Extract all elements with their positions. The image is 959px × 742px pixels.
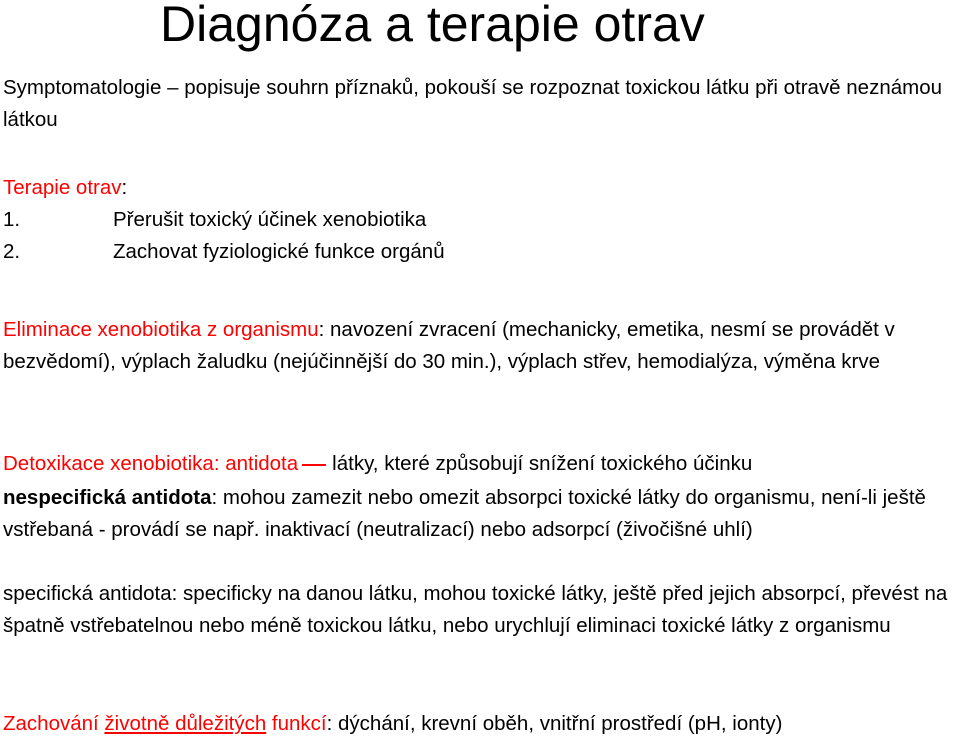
detoxication-dash: [302, 464, 326, 466]
elimination-paragraph: [3, 314, 958, 378]
detoxication-term: Detoxikace xenobiotika: antidota: [3, 452, 299, 475]
elimination-term: Eliminace xenobiotika z organismu: [3, 318, 319, 341]
nonspecific-paragraph: [3, 482, 958, 546]
vital-term-part1: Zachování: [3, 712, 105, 735]
vital-term-part2: funkcí: [266, 712, 327, 735]
therapy-heading: Terapie otrav: [3, 176, 122, 199]
specific-paragraph: [3, 578, 958, 642]
therapy-item: [3, 204, 958, 236]
detoxication-text: látky, které způsobují snížení toxického účinku: [332, 452, 753, 475]
vital-paragraph: [3, 708, 958, 740]
specific-text: specifická antidota: specificky na danou látku, mohou toxické látky, ještě před jejich absorpcí, převést na špatně vstřebatelnou nebo méně toxickou látku, nebo urychlují eliminaci toxické látky z organismu: [3, 582, 948, 637]
detoxication-paragraph: [3, 448, 958, 480]
therapy-heading-colon: :: [121, 176, 128, 199]
nonspecific-text: : mohou zamezit nebo omezit absorpci toxické látky do organismu, není-li ještě vstřebaná - provádí se např. inaktivací (neutralizací) nebo adsorpcí (živočišné uhlí): [3, 486, 926, 541]
elimination-text: : navození zvracení (mechanicky, emetika, nesmí se provádět v bezvědomí), výplach žaludku (nejúčinnější do 30 min.), výplach střev, hemodialýza, výměna krve: [3, 318, 895, 373]
symptomatology-term: Symptomatologie: [3, 76, 162, 99]
therapy-item-number: 1.: [3, 208, 21, 231]
therapy-heading-line: [3, 172, 958, 204]
vital-term-underlined: životně důležitých: [104, 712, 267, 735]
therapy-item-number: 2.: [3, 240, 21, 263]
therapy-item: [3, 236, 958, 268]
symptomatology-dash: –: [167, 76, 179, 99]
symptomatology-text: popisuje souhrn příznaků, pokouší se rozpoznat toxickou látku při otravě neznámou látkou: [3, 76, 943, 131]
nonspecific-term: nespecifická antidota: [3, 486, 212, 509]
vital-text: : dýchání, krevní oběh, vnitřní prostředí (pH, ionty): [326, 712, 783, 735]
symptomatology-paragraph: [3, 72, 958, 136]
therapy-section: [3, 172, 958, 268]
therapy-item-text: Přerušit toxický účinek xenobiotika: [113, 208, 427, 231]
page-title: Diagnóza a terapie otrav: [160, 0, 705, 52]
vital-term: [3, 712, 327, 735]
therapy-item-text: Zachovat fyziologické funkce orgánů: [113, 240, 445, 263]
